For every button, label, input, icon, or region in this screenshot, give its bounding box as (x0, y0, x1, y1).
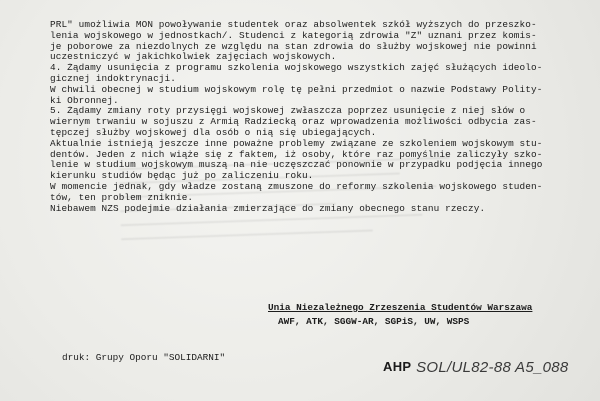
text-line: uczestniczyć w jakichkolwiek zajęciach wojskowych. (50, 52, 337, 63)
text-line: lenie w studium wojskowym muszą na nie uczęszczać ponownie w przypadku podjęcia innego (50, 160, 543, 171)
archive-stamp-code: SOL/UL82-88 A5_088 (416, 359, 569, 376)
text-line: lenia wojskowego w jednostkach/. Studenci z kategorią zdrowia "Z" uznani przez komis- (50, 30, 537, 41)
text-line: wiernym trwaniu w sojuszu z Armią Radziecką oraz wprowadzenia możliwości odbycia zas- (50, 117, 537, 128)
signature-block (268, 301, 568, 329)
text-line: tów, ten problem zniknie. (50, 192, 194, 203)
text-line: W chwili obecnej w studium wojskowym rolę tę pełni przedmiot o nazwie Podstawy Polity- (50, 84, 543, 95)
archive-stamp-prefix: AHP (383, 359, 412, 374)
signature-organization: Unia Niezależnego Zrzeszenia Studentów Warszawa (268, 302, 533, 313)
text-line: Aktualnie istnieją jeszcze inne poważne problemy związane ze szkoleniem wojskowym stu- (50, 138, 543, 149)
text-line: gicznej indoktrynacji. (50, 73, 176, 84)
text-line: ki Obronnej. (50, 95, 119, 106)
text-line: 5. Żądamy zmiany roty przysięgi wojskowej zwłaszcza poprzez usunięcie z niej słów o (50, 106, 526, 117)
text-line: dentów. Jeden z nich wiąże się z faktem, iż osoby, które raz pomyślnie zaliczyły szko- (50, 149, 543, 160)
text-line: W momencie jednak, gdy władze zostaną zmuszone do reformy szkolenia wojskowego studen- (50, 181, 543, 192)
text-line: je poborowe za niezdolnych ze względu na stan zdrowia do służby wojskowej nie powinni (50, 41, 537, 52)
text-line: Niebawem NZS podejmie działania zmierzające do zmiany obecnego stanu rzeczy. (50, 203, 486, 214)
archive-stamp (383, 358, 569, 376)
leaflet-body (50, 20, 578, 214)
text-line: tępczej służby wojskowej dla osób o nią się ubiegających. (50, 127, 377, 138)
text-line: kierunku studiów będąc już po zaliczeniu roku. (50, 171, 314, 182)
signature-schools: AWF, ATK, SGGW-AR, SGPiS, UW, WSPS (278, 316, 470, 327)
text-line: 4. Żądamy usunięcia z programu szkolenia wojskowego wszystkich zajęć służących ideolo- (50, 63, 543, 74)
text-line: PRL" umożliwia MON powoływanie studentek oraz absolwentek szkół wyższych do przeszko- (50, 20, 537, 30)
printer-credit: druk: Grupy Oporu "SOLIDARNI" (62, 352, 226, 363)
